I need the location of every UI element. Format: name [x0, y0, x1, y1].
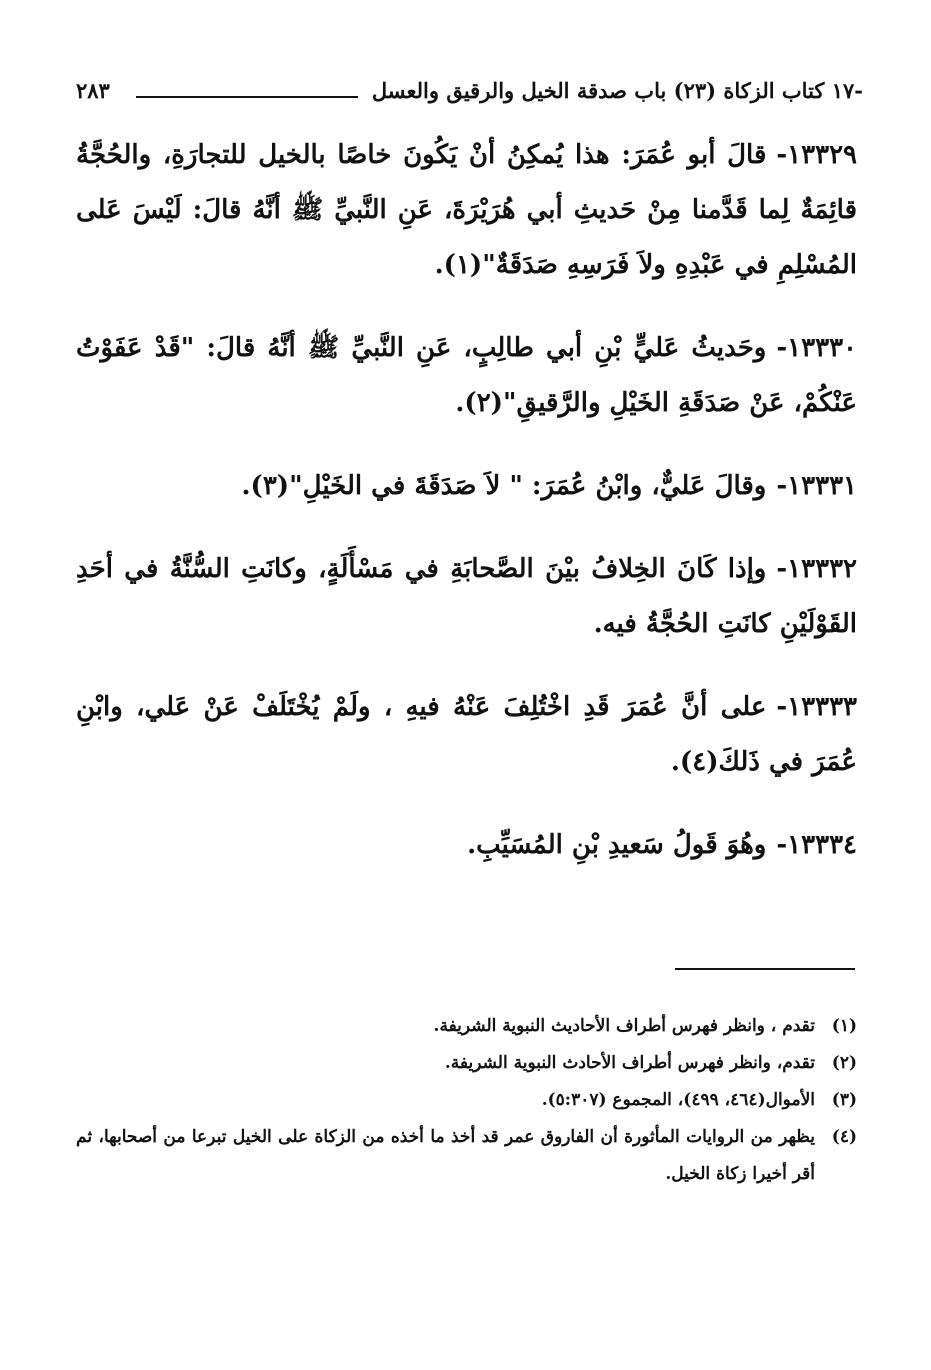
- footnote-text: تقدم، وانظر فهرس أطراف الأحادث النبوية الشريفة.: [444, 1053, 815, 1073]
- paragraph-number: ١٣٣٣٠-: [776, 333, 857, 363]
- footnote-text: الأموال(٤٦٤، ٤٩٩)، المجموع (٥:٣٠٧).: [541, 1090, 815, 1110]
- footnote-marker: (٢): [831, 1053, 857, 1073]
- footnote-3: [76, 1082, 857, 1119]
- paragraph-13333: [76, 680, 857, 790]
- footnote-separator: [675, 968, 855, 970]
- paragraph-13331: [76, 459, 857, 514]
- footnote-marker: (١): [831, 1016, 857, 1036]
- paragraph-number: ١٣٣٣٣-: [776, 692, 857, 722]
- paragraph-13332: [76, 542, 857, 652]
- paragraph-text: على أنَّ عُمَرَ قَدِ اخْتُلِفَ عَنْهُ فيهِ ، ولَمْ يُخْتَلَفْ عَنْ عَلي، وابْنِ عُمَرَ في ذَلكَ(٤).: [76, 692, 857, 777]
- paragraph-text: وحَديثُ عَليٍّ بْنِ أبي طالِبٍ، عَنِ النَّبيِّ ﷺ أنَّهُ قالَ: "قَدْ عَفَوْتُ عَنْكُمْ، عَنْ صَدَقَةِ الخَيْلِ والرَّقيقِ"(٢).: [76, 333, 857, 418]
- footnote-2: [76, 1045, 857, 1082]
- paragraph-number: ١٣٣٣٤-: [776, 830, 857, 860]
- paragraph-number: ١٣٣٣٢-: [776, 554, 857, 584]
- main-text: [76, 128, 857, 901]
- footnote-1: [76, 1008, 857, 1045]
- footnote-4: [76, 1119, 857, 1193]
- paragraph-text: وقالَ عَليٌّ، وابْنُ عُمَرَ: " لاَ صَدَقَةَ في الخَيْلِ"(٣).: [241, 471, 767, 501]
- footnote-marker: (٣): [831, 1090, 857, 1110]
- footnote-text: تقدم ، وانظر فهرس أطراف الأحاديث النبوية الشريفة.: [433, 1016, 815, 1036]
- footnote-text: يظهر من الروايات المأثورة أن الفاروق عمر قد أخذ ما أخذه من الزكاة على الخيل تبرعا من أصحابها، ثم أقر أخيرا زكاة الخيل.: [76, 1127, 815, 1184]
- paragraph-13329: [76, 128, 857, 293]
- paragraph-13330: [76, 321, 857, 431]
- running-header: [76, 70, 863, 110]
- footnotes: [76, 1008, 857, 1193]
- header-rule: [136, 96, 358, 98]
- page-number: ٢٨٣: [76, 77, 110, 103]
- paragraph-number: ١٣٣٢٩-: [776, 140, 857, 170]
- paragraph-text: وإذا كَانَ الخِلافُ بيْنَ الصَّحابَةِ في مَسْأَلَةٍ، وكانَتِ السُّنَّةُ في أحَدِ القَوْلَيْنِ كانَتِ الحُجَّةُ فيه.: [76, 554, 857, 639]
- footnote-marker: (٤): [831, 1127, 857, 1147]
- header-title: -١٧ كتاب الزكاة (٢٣) باب صدقة الخيل والرقيق والعسل: [371, 77, 863, 103]
- paragraph-number: ١٣٣٣١-: [776, 471, 857, 501]
- paragraph-text: قالَ أبو عُمَرَ: هذا يُمكِنُ أنْ يَكُونَ خاصًا بالخيل للتجارَةِ، والحُجَّةُ قائِمَةٌ لِما قَدَّمنا مِنْ حَديثِ أبي هُرَيْرَةَ، عَنِ النَّبيِّ ﷺ أنَّهُ قالَ: لَيْسَ عَلى المُسْلِمِ في عَبْدِهِ ولاَ فَرَسِهِ صَدَقَةٌ"(١).: [76, 140, 857, 280]
- paragraph-13334: [76, 818, 857, 873]
- paragraph-text: وهُوَ قَولُ سَعيدِ بْنِ المُسَيِّبِ.: [467, 830, 767, 860]
